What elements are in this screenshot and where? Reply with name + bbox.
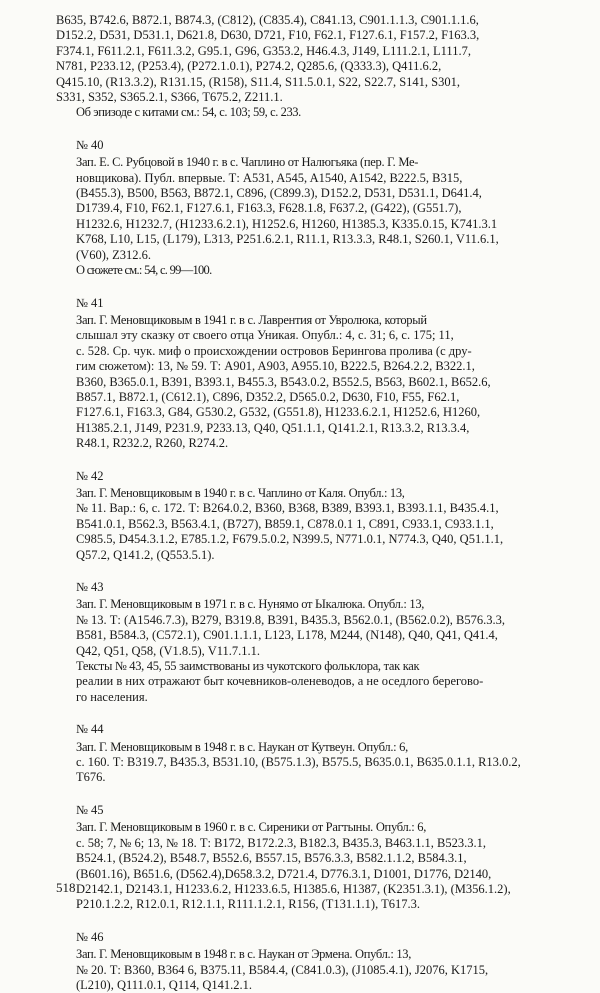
entry-46 bbox=[56, 930, 562, 993]
text-line: H1232.6, H1232.7, (H1233.6.2.1), H1252.6, H1260, H1385.3, K335.0.15, K741.3.1 bbox=[76, 216, 498, 231]
text-line: реалии в них отражают быт кочевников-оленеводов, а не оседлого берегово- bbox=[76, 674, 484, 689]
text-line: B541.0.1, B562.3, B563.4.1, (B727), B859.1, C878.0.1 1, C891, C933.1, C933.1.1, bbox=[76, 516, 494, 531]
text-line: Q415.10, (R13.3.2), R131.15, (R158), S11.4, S11.5.0.1, S22, S22.7, S141, S301, bbox=[56, 74, 460, 89]
entry-number: № 44 bbox=[76, 722, 104, 737]
text-line: D152.2, D531, D531.1, D621.8, D630, D721, F10, F62.1, F127.6.1, F157.2, F163.3, bbox=[56, 28, 480, 43]
text-line: N781, P233.12, (P253.4), (P272.1.0.1), P274.2, Q285.6, (Q333.3), Q411.6.2, bbox=[56, 59, 442, 74]
text-line: (L210), Q111.0.1, Q114, Q141.2.1. bbox=[76, 977, 253, 992]
text-line: Зап. Г. Меновщиковым в 1960 г. в с. Сиреники от Рагтыны. Опубл.: 6, bbox=[76, 820, 427, 835]
entry-body bbox=[56, 486, 562, 563]
text-line: D2142.1, D2143.1, H1233.6.2, H1233.6.5, H1385.6, H1387, (K2351.3.1), (M356.1.2), bbox=[76, 881, 511, 896]
text-line: гим сюжетом): 13, № 59. Т: A901, A903, A955.10, B222.5, B264.2.2, B322.1, bbox=[76, 359, 475, 374]
text-line: О сюжете см.: 54, с. 99—100. bbox=[76, 263, 212, 278]
text-line: H1385.2.1, J149, P231.9, P233.13, Q40, Q51.1.1, Q141.2.1, R13.3.2, R13.3.4, bbox=[76, 420, 470, 435]
text-line: го населения. bbox=[76, 689, 148, 704]
text-line: Зап. Е. С. Рубцовой в 1940 г. в с. Чаплино от Налюгьяка (пер. Г. Ме- bbox=[76, 155, 419, 170]
text-line: (V60), Z312.6. bbox=[76, 247, 151, 262]
entry-number: № 41 bbox=[76, 295, 104, 310]
text-line: P210.1.2.2, R12.0.1, R12.1.1, R111.1.2.1, R156, (T131.1.1), T617.3. bbox=[76, 897, 420, 912]
text-line: Зап. Г. Меновщиковым в 1940 г. в с. Чаплино от Каля. Опубл.: 13, bbox=[76, 485, 405, 500]
text-line: B635, B742.6, B872.1, B874.3, (C812), (C835.4), C841.13, C901.1.1.3, C901.1.1.6, bbox=[56, 13, 479, 27]
entry-body bbox=[56, 313, 562, 452]
text-line: (B455.3), B500, B563, B872.1, C896, (C899.3), D152.2, D531, D531.1, D641.4, bbox=[76, 186, 482, 201]
entry-body bbox=[56, 155, 562, 263]
note bbox=[56, 105, 562, 120]
text-line: с. 160. Т: B319.7, B435.3, B531.10, (B575.1.3), B575.5, B635.0.1, B635.0.1.1, R13.0.2, bbox=[76, 755, 521, 770]
text-line: (B601.16), B651.6, (D562.4),D658.3.2, D721.4, D776.3.1, D1001, D1776, D2140, bbox=[76, 866, 492, 881]
text-line: D1739.4, F10, F62.1, F127.6.1, F163.3, F628.1.8, F637.2, (G422), (G551.7), bbox=[76, 201, 462, 216]
entry-44 bbox=[56, 722, 562, 786]
entry-body bbox=[56, 820, 562, 912]
intro-section bbox=[56, 13, 562, 121]
text-line: F127.6.1, F163.3, G84, G530.2, G532, (G551.8), H1233.6.2.1, H1252.6, H1260, bbox=[76, 405, 481, 420]
entry-43 bbox=[56, 580, 562, 705]
text-line: T676. bbox=[76, 770, 106, 785]
text-line: Q57.2, Q141.2, (Q553.5.1). bbox=[76, 547, 215, 562]
text-line: Зап. Г. Меновщиковым в 1948 г. в с. Наукан от Кутвеун. Опубл.: 6, bbox=[76, 739, 408, 754]
entry-number: № 46 bbox=[76, 929, 104, 944]
text-line: B524.1, (B524.2), B548.7, B552.6, B557.15, B576.3.3, B582.1.1.2, B584.3.1, bbox=[76, 851, 467, 866]
text-line: Тексты № 43, 45, 55 заимствованы из чукотского фольклора, так как bbox=[76, 659, 420, 674]
text-line: K768, L10, L15, (L179), L313, P251.6.2.1, R11.1, R13.3.3, R48.1, S260.1, V11.6.1, bbox=[76, 232, 499, 247]
text-line: Об эпизоде с китами см.: 54, с. 103; 59, с. 233. bbox=[76, 105, 301, 120]
text-line: B857.1, B872.1, (C612.1), C896, D352.2, D565.0.2, D630, F10, F55, F62.1, bbox=[76, 389, 460, 404]
text-line: № 13. Т: (A1546.7.3), B279, B319.8, B391, B435.3, B562.0.1, (B562.0.2), B576.3.3, bbox=[76, 612, 505, 627]
entry-41 bbox=[56, 296, 562, 452]
text-line: Зап. Г. Меновщиковым в 1971 г. в с. Нунямо от Ыкалюка. Опубл.: 13, bbox=[76, 597, 425, 612]
text-line: с. 528. Ср. чук. миф о происхождении островов Берингова пролива (с дру- bbox=[76, 343, 472, 358]
text-line: Q42, Q51, Q58, (V1.8.5), V11.7.1.1. bbox=[76, 643, 261, 658]
entry-number: № 43 bbox=[76, 580, 104, 594]
text-line: Зап. Г. Меновщиковым в 1941 г. в с. Лаврентия от Увролюка, который bbox=[76, 312, 427, 327]
entry-body bbox=[56, 597, 562, 659]
entry-40 bbox=[56, 138, 562, 279]
entry-45 bbox=[56, 803, 562, 913]
text-line: S331, S352, S365.2.1, S366, T675.2, Z211.1. bbox=[56, 90, 283, 105]
motif-list bbox=[56, 13, 562, 105]
entry-number: № 40 bbox=[76, 137, 104, 152]
entry-body bbox=[56, 947, 562, 993]
text-line: F374.1, F611.2.1, F611.3.2, G95.1, G96, G353.2, H46.4.3, J149, L111.2.1, L111.7, bbox=[56, 43, 471, 58]
text-line: R48.1, R232.2, R260, R274.2. bbox=[76, 436, 229, 451]
commentary-text bbox=[56, 13, 562, 993]
entry-number: № 42 bbox=[76, 468, 104, 483]
note bbox=[56, 659, 562, 705]
text-line: слышал эту сказку от своего отца Уникая. Опубл.: 4, с. 31; 6, с. 175; 11, bbox=[76, 328, 454, 343]
entry-body bbox=[56, 740, 562, 786]
text-line: B360, B365.0.1, B391, B393.1, B455.3, B543.0.2, B552.5, B563, B602.1, B652.6, bbox=[76, 374, 491, 389]
text-line: № 20. Т: B360, B364 6, B375.11, B584.4, (C841.0.3), (J1085.4.1), J2076, K1715, bbox=[76, 962, 489, 977]
text-line: № 11. Вар.: 6, с. 172. Т: B264.0.2, B360, B368, B389, B393.1, B393.1.1, B435.4.1, bbox=[76, 501, 499, 516]
entry-number: № 45 bbox=[76, 802, 104, 817]
note bbox=[56, 263, 562, 278]
entry-42 bbox=[56, 469, 562, 563]
text-line: новщикова). Публ. впервые. Т: A531, A545, A1540, A1542, B222.5, B315, bbox=[76, 170, 463, 185]
page-number: 518 bbox=[56, 880, 76, 895]
text-line: C985.5, D454.3.1.2, E785.1.2, F679.5.0.2, N399.5, N771.0.1, N774.3, Q40, Q51.1.1, bbox=[76, 532, 504, 547]
text-line: B581, B584.3, (C572.1), C901.1.1.1, L123, L178, M244, (N148), Q40, Q41, Q41.4, bbox=[76, 628, 498, 643]
text-line: с. 58; 7, № 6; 13, № 18. Т: B172, B172.2.3, B182.3, B435.3, B463.1.1, B523.3.1, bbox=[76, 835, 486, 850]
text-line: Зап. Г. Меновщиковым в 1948 г. в с. Наукан от Эрмена. Опубл.: 13, bbox=[76, 947, 412, 962]
